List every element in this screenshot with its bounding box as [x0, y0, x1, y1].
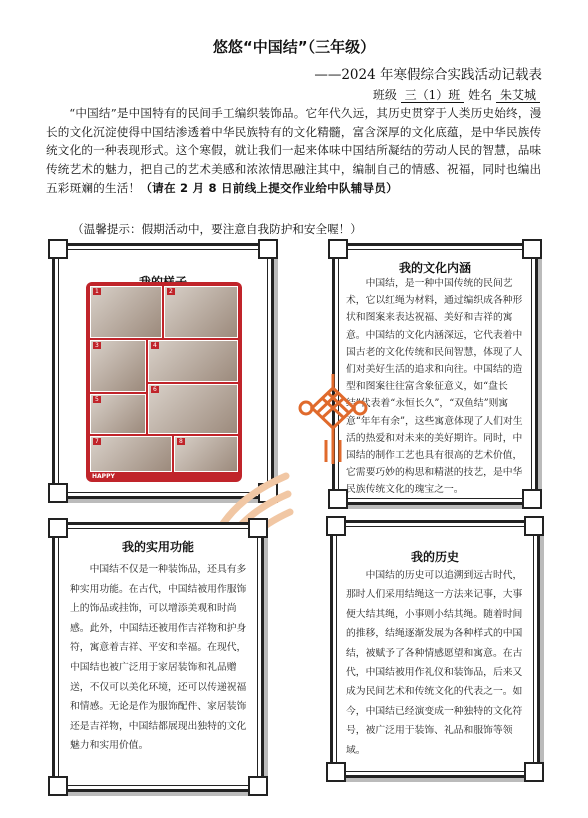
photo-number: 3: [95, 342, 99, 349]
practical-text: 中国结不仅是一种装饰品，还具有多种实用功能。在古代，中国结被用作服饰上的饰品或挂饰，可以增添美观和时尚感。此外，中国结还被用作吉祥物和护身符，寓意着吉祥、平安和幸福。在现代，中国结也被广泛用于家居装饰和礼品赠送，不仅可以美化环境，还可以传递祝福和情感。无论是作为服饰配件、家居装饰还是吉祥物，中国结都展现出独特的文化魅力和实用价值。: [70, 564, 247, 752]
page-title: 悠悠“中国结”（三年级）: [212, 38, 376, 56]
history-box: [330, 520, 540, 778]
class-label: 班级: [372, 88, 397, 102]
intro-paragraph: [46, 104, 548, 198]
photo-number: 7: [95, 438, 99, 445]
chinese-knot-icon: [296, 370, 370, 466]
history-text: 中国结的历史可以追溯到远古时代，那时人们采用结绳这一方法来记事，大事便大结其绳，小事则小结其绳。随着时间的推移，结绳逐渐发展为各种样式的中国结，被赋予了各种情感愿望和寓意。在古代，中国结被用作礼仪和装饰品，后来又成为民间艺术和传统文化的代表之一。如今，中国结已经演变成一种独特的文化符号，被广泛用于装饰、礼品和服饰等领域。: [346, 570, 523, 756]
name-value: 朱艾城: [496, 88, 540, 103]
photo-number: 6: [153, 386, 157, 393]
class-value: 三（1）班: [401, 88, 465, 103]
photo-banner: HAPPY: [92, 473, 115, 480]
deadline-note: （请在 2 月 8 日前线上提交作业给中队辅导员）: [140, 180, 398, 195]
intro-text: “中国结”是中国特有的民间手工编织装饰品。它年代久远，其历史贯穿于人类历史始终，漫长的文化沉淀使得中国结渗透着中华民族特有的文化精髓，富含深厚的文化底蕴，是中华民族传统文化的一种表现形式。这个寒假，就让我们一起来体味中国结所凝结的劳动人民的智慧，品味传统艺术的魅力，把自己的艺术美感和浓浓情思融注其中，编制自己的情感、祝福，同时也编出五彩斑斓的生活！: [46, 106, 542, 195]
safety-tip: （温馨提示：假期活动中，要注意自我防护和安全喔！）: [72, 222, 362, 236]
practical-title: 我的实用功能: [121, 540, 194, 554]
name-label: 姓名: [468, 88, 493, 102]
photo: [164, 286, 238, 338]
culture-text: 中国结，是一种中国传统的民间艺术，它以红绳为材料，通过编织成各种形状和图案来表达祝福、美好和吉祥的寓意。中国结的文化内涵深远，它代表着中国古老的文化传统和民间智慧，体现了人们对美好生活的追求和向往。中国结的造型和图案往往富含象征意义，如“盘长结”代表着“永恒长久”，“双鱼结”则寓意“年年有余”，这些寓意体现了人们对生活的热爱和对未来的美好期许。同时，中国结的制作工艺也具有很高的艺术价值，它需要巧妙的构思和精湛的技艺，是中华民族传统文化的瑰宝之一。: [346, 278, 523, 496]
photo: [90, 394, 146, 434]
photo: [148, 340, 238, 382]
page-subtitle: ——2024 年寒假综合实践活动记载表: [314, 67, 542, 83]
student-info: [373, 86, 540, 103]
photo: [90, 340, 146, 392]
photo-number: 1: [95, 288, 99, 295]
photo-number: 8: [179, 438, 183, 445]
culture-title: 我的文化内涵: [398, 261, 471, 275]
photo-collage: [86, 282, 242, 482]
history-title: 我的历史: [410, 550, 459, 564]
photo: [90, 286, 162, 338]
photo-number: 5: [95, 396, 99, 403]
practical-box: [52, 522, 264, 792]
photo-number: 4: [153, 342, 157, 349]
photo-number: 2: [169, 288, 173, 295]
photo: [148, 384, 238, 434]
photo: [90, 436, 172, 472]
